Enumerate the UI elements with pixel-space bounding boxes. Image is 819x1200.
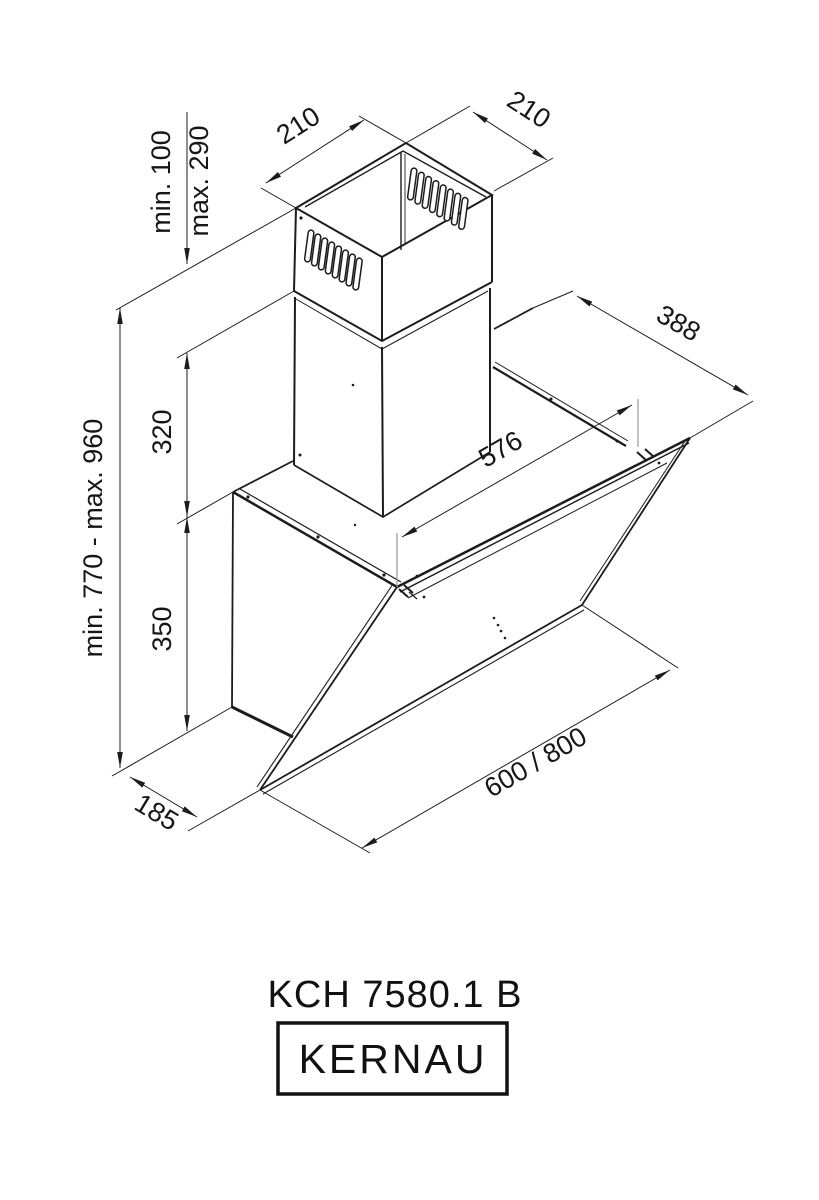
dim-line-canopy-inner-width bbox=[402, 405, 632, 537]
hood-canopy-top bbox=[233, 308, 628, 587]
screw-hole-dot bbox=[616, 440, 619, 443]
screw-hole-dot bbox=[316, 535, 319, 538]
dim-label-upper-chimney-min: min. 100 bbox=[146, 130, 176, 234]
dim-label-top-width: 210 bbox=[271, 100, 326, 151]
touch-control-dots-icon bbox=[493, 617, 507, 640]
dim-label-hood-width: 600 / 800 bbox=[479, 721, 592, 804]
glass-front-panel bbox=[257, 438, 690, 794]
dim-label-body-height: 350 bbox=[147, 606, 177, 652]
dim-label-lower-chimney-height: 320 bbox=[147, 409, 177, 455]
vent-louvers-front-face-icon bbox=[308, 233, 360, 287]
vent-louvers-inner-face-icon bbox=[411, 171, 466, 226]
chimney-lower-section bbox=[294, 282, 492, 517]
dim-label-canopy-depth: 388 bbox=[651, 298, 706, 348]
dim-label-upper-chimney-max: max. 290 bbox=[184, 125, 214, 237]
screw-hole-dot bbox=[299, 216, 302, 219]
chimney-upper-section bbox=[294, 143, 492, 341]
dim-label-overall-height: min. 770 - max. 960 bbox=[78, 418, 108, 658]
screw-hole-dot bbox=[354, 524, 356, 526]
dimension-labels bbox=[78, 85, 706, 837]
dim-label-top-depth: 210 bbox=[501, 84, 556, 135]
screw-hole-dot bbox=[352, 384, 355, 387]
screw-hole-dot bbox=[382, 573, 385, 576]
screw-hole-dot bbox=[246, 495, 249, 498]
dimension-lines bbox=[120, 112, 748, 848]
brand-logo-text: KERNAU bbox=[298, 1036, 488, 1082]
screw-hole-dot bbox=[550, 398, 553, 401]
dim-label-bottom-depth: 185 bbox=[129, 787, 184, 837]
dim-label-canopy-inner-width: 576 bbox=[473, 424, 528, 474]
footer bbox=[268, 974, 523, 1094]
hood-body bbox=[232, 492, 293, 737]
screw-hole-dot bbox=[299, 454, 302, 457]
model-name: KCH 7580.1 B bbox=[267, 974, 523, 1016]
